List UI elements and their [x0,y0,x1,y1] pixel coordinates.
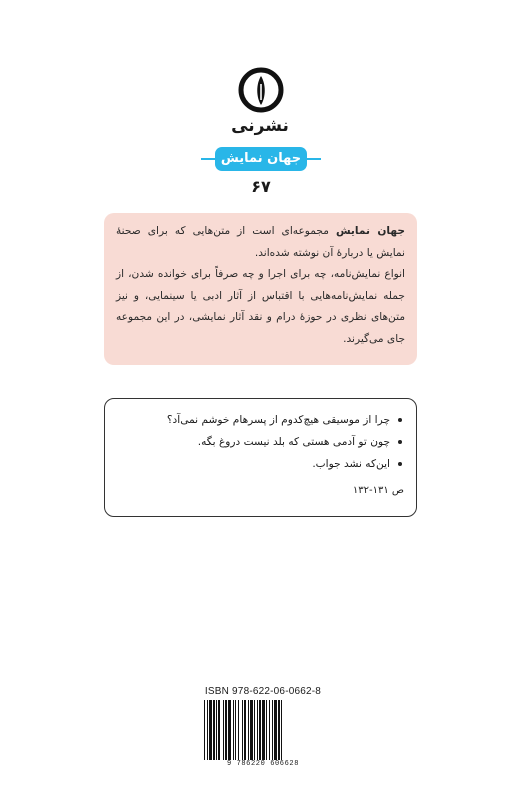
description-lead: جهان نمایش [335,225,405,237]
quote-list [117,409,402,475]
series-name: جهان نمایش [220,151,302,166]
series-name-badge [215,147,307,171]
description-paragraph-2: انواع نمایش‌نامه، چه برای اجرا و چه صرفاً برای خوانده شدن، از جمله نمایش‌نامه‌هایی با اقتباس از آثار ادبی یا سینمایی، و نیز متن‌های نظری در حوزهٔ درام و نقد آثار نمایشی، در این مجموعه جای می‌گیرند. [116,268,405,345]
series-number: ۶۷ [251,177,271,196]
badge-line-left [201,158,215,160]
barcode-icon [204,700,322,760]
badge-line-right [307,158,321,160]
quote-page-reference: ص ۱۳۱-۱۳۲ [352,485,404,496]
quote-line: چون تو آدمی هستی که بلد نیست دروغ بگه. [117,431,402,453]
quote-line: چرا از موسیقی هیچ‌کدوم از پسرهام خوشم نمی‌آد؟ [117,409,402,431]
description-paragraph-1 [116,221,405,264]
isbn-barcode [200,686,326,772]
series-description-box [104,213,417,365]
quote-box [104,398,417,517]
isbn-label: ISBN 978-622-06-0662-8 [204,686,322,697]
description-text-1: مجموعه‌ای است از متن‌هایی که برای صحنهٔ نمایش یا دربارهٔ آن نوشته شده‌اند. [116,225,405,259]
publisher-name: نشرنی [231,116,289,136]
barcode-digits: 9 786220 606628 [226,760,299,768]
quote-line: این‌که نشد جواب. [117,453,402,475]
pen-nib-logo-icon [238,64,284,116]
